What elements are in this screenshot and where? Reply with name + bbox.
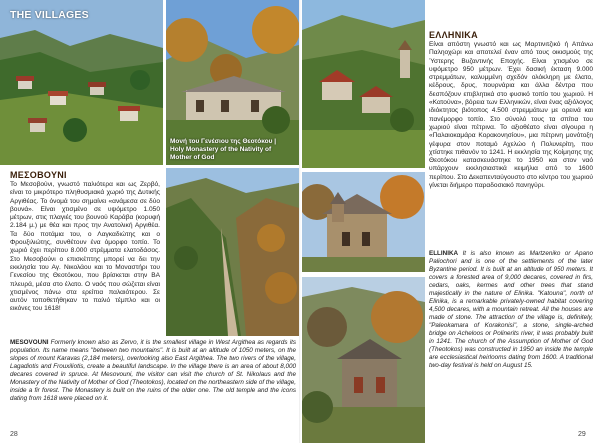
ravine-photo — [166, 168, 299, 336]
section-label: THE VILLAGES — [10, 9, 89, 21]
ellinika-english-lead: ELLINIKA — [429, 250, 459, 257]
ellinika-greek-text: Είναι απόστη γνωστό και ως Μαρτινιτζικό ή Απάνω Παληοχώρι και αποτελεί έναν από τους οικισμούς της Ύστερης Βυζαντινής Εποχής. Είναι χτισμένο σε υψόμετρο 950 μέτρων. Έχει δασική έκταση 9.000 στρεμμάτων, καλυμμένη σχεδόν ολόκληρη με έλατο, κέδρους, δρυς, πουρνάρια και άλλα δέντρα που δεσπόζουν επιβλητικά στο φυσικό τοπίο του χωριού. Η «Κατούνα», βόρεια των Ελληνικών, είναι ένας αξιόλογος ιδιόκτητος βιότοπος 4.500 στρεμμάτων με ορεινά και πανέμορφο τοπίο. Στο σύνολό τους τα σπίτια του χωριού είναι πέτρινα. Το αξιοθέατο είναι σίγουρα η «Παλαιοκαμάρα Κορακονησίου», μια πέτρινη μονότοξη γέφυρα στον ποταμό Αχελώο ή Πολυνερίτη, που χτίστηκε πιθανόν το 1241. Η εκκλησία της Κοίμησης της Θεοτόκου κατασκευάστηκε το 1950 και στον ναό υπάρχουν εκκλησιαστικά κειμήλια από το 1600 περίπου. Στο Δεκαπενταύγουστο στο κέντρο του χωριού γίνεται διήμερο παραδοσιακό πανηγύρι. — [429, 41, 593, 190]
church-village-photo — [302, 0, 425, 168]
mesovouni-english-body: Formerly known also as Zervo, it is the smallest village in West Argithea as regards its population. Its name means "between two mountains". It is built at an altitude of 1050 meters, on the slopes of mount Karavas (2,184 meters), overlooking also East Argithea. The two rivers of the village, Lagadiotis and Frouxiliotis, create a beautiful landscape. In the village there is an area of about 8,000 decares covered in spruce. At Mesovouni, the visitor can visit the church of St. Nikolaus and the Monastery of the Nativity of Mother of God (Theotokos), located on the northeastern side of the village, inside a fir forest. The Monastery is built on the ruins of the older one. The old temple and the icons dating from 1618 were placed on it. — [10, 339, 296, 402]
mesovouni-greek-text: Το Μεσοβούνι, γνωστό παλιότερα και ως Ζερβό, είναι το μικρότερο πληθυσμιακά χωριό της Δυτικής Αργιθέας. Το όνομά του σημαίνει «ανάμεσα σε δύο βουνά». Είναι χτισμένο σε υψόμετρο 1.050 μέτρων, στις πλαγιές του βουνού Καράβα (κορυφή 2.184 μ.) με θέα και προς την Ανατολική Αργιθέα. Τα δύο ποτάμια του, ο Λαγκαδιώτης και ο Φρουξιλιώτης, συνθέτουν ένα όμορφο τοπίο. Το χωριό έχει περίπου 8.000 στρέμματα ελατοδάσος. Στο Μεσοβούνι ο επισκέπτης μπορεί να δει την εκκλησία του Αγ. Νικολάου και το Μοναστήρι του Γενεσίου της Θεοτόκου, που βρίσκεται στην ΒΑ πλευρά, μέσα στο έλατο. Ο ναός που σώζεται είναι χτισμένος πάνω στα ερείπια παλαιότερου. Σε αυτόν τοποθετήθηκαν το παλιό τέμπλο και οι εικόνες του 1618! — [10, 181, 160, 313]
ellinika-english-body: It is also known as Martzeniko or Apano Paliochori and is one of the settlements of the later Byzantine period. It is built at an altitude of 950 meters. It covers a forested area of 9,000 decares, covered in firs, cedars, oaks, kermes and other trees that stand majestically in the nature of Elinika. "Katouna", north of Elinika, is a remarkable privately-owned habitat covering 4,500 decares, with a mountain retreat. All the houses are made of stone. The attraction of the village is, definitely, "Paleokamara of Korakonisi", a stone, single-arched bridge on Acheloos or Polinerits river, it was probably built in 1241. The church of the Assumption of Mother of God (Theotokos) was constructed in 1950 an inside the temple are ecclesiastical heirlooms dating from 1600. A traditional two-day festival is held on August 15. — [429, 250, 593, 369]
ellinika-english-text — [429, 250, 593, 430]
page-gutter — [299, 0, 301, 443]
photo-caption: Μονή του Γενέσιου της Θεοτόκου | Holy Monastery of the Nativity of Mother of God — [170, 137, 277, 161]
stone-bridge-photo — [302, 277, 425, 443]
page-number-right: 29 — [578, 431, 586, 438]
village-landscape-photo — [0, 0, 163, 165]
mesovouni-heading: ΜΕΣΟΒΟΥΝΙ — [10, 170, 67, 180]
mesovouni-english-text — [10, 339, 296, 429]
stone-church-photo — [302, 172, 425, 272]
monastery-photo — [166, 0, 299, 165]
ellinika-heading: ΕΛΛΗΝΙΚΑ — [429, 30, 478, 40]
mesovouni-english-lead: MESOVOUNI — [10, 339, 49, 346]
page-number-left: 28 — [10, 431, 18, 438]
